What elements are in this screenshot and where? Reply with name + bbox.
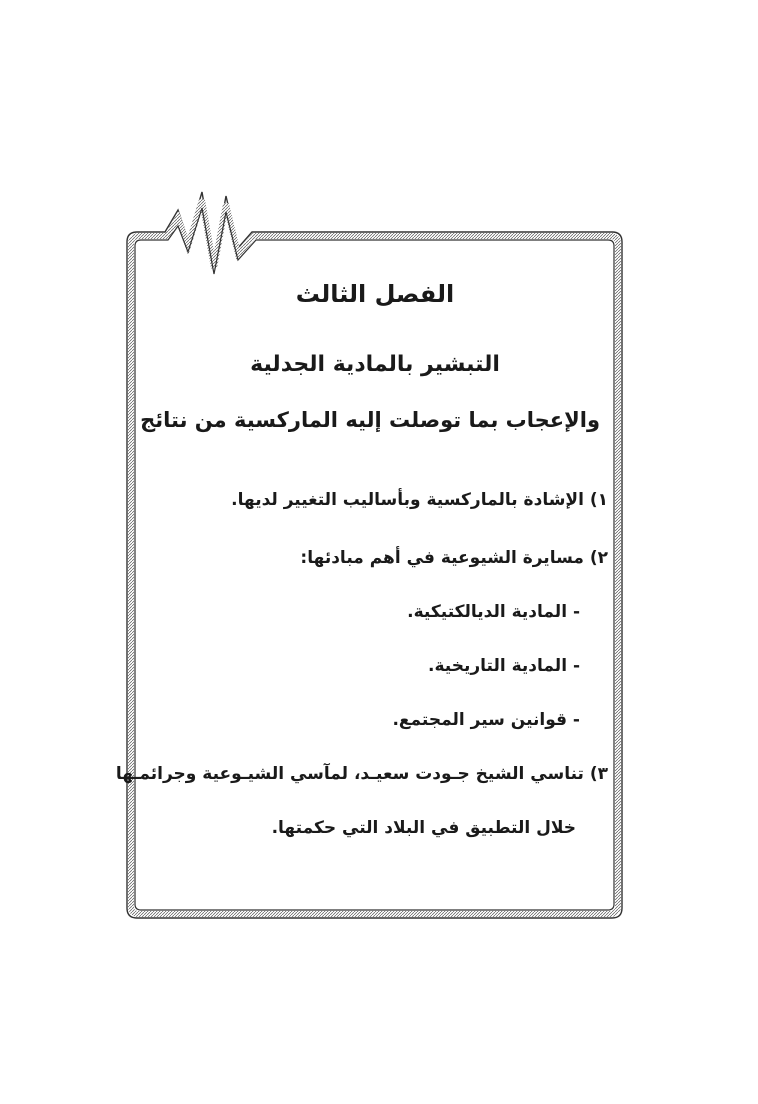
item-3-line-2: خلال التطبيق في البلاد التي حكمتها. — [271, 818, 576, 838]
sub-item-society-laws: - قوانين سير المجتمع. — [392, 710, 580, 730]
sub-item-historical: - المادية التاريخية. — [428, 656, 580, 676]
list-item-2 — [150, 548, 608, 568]
item-2-text: مسايرة الشيوعية في أهم مبادئها: — [300, 548, 584, 568]
subtitle-line-2: والإعجاب بما توصلت إليه الماركسية من نتائج — [140, 408, 600, 432]
chapter-title: الفصل الثالث — [295, 280, 455, 308]
sub-item-dialectical: - المادية الديالكتيكية. — [407, 602, 580, 622]
item-1-text: الإشادة بالماركسية وبأساليب التغيير لديها. — [231, 490, 584, 510]
item-3-line-1: تناسي الشيخ جـودت سعيـد، لمآسي الشيـوعية وجرائمـها — [115, 764, 584, 784]
item-2-number: ٢) — [589, 548, 608, 568]
item-3-number: ٣) — [589, 764, 608, 784]
page-content — [115, 0, 608, 900]
list-item-1 — [150, 490, 608, 510]
list-item-3 — [115, 764, 608, 784]
subtitle-line-1: التبشير بالمادية الجدلية — [250, 352, 500, 377]
item-1-number: ١) — [589, 490, 608, 510]
